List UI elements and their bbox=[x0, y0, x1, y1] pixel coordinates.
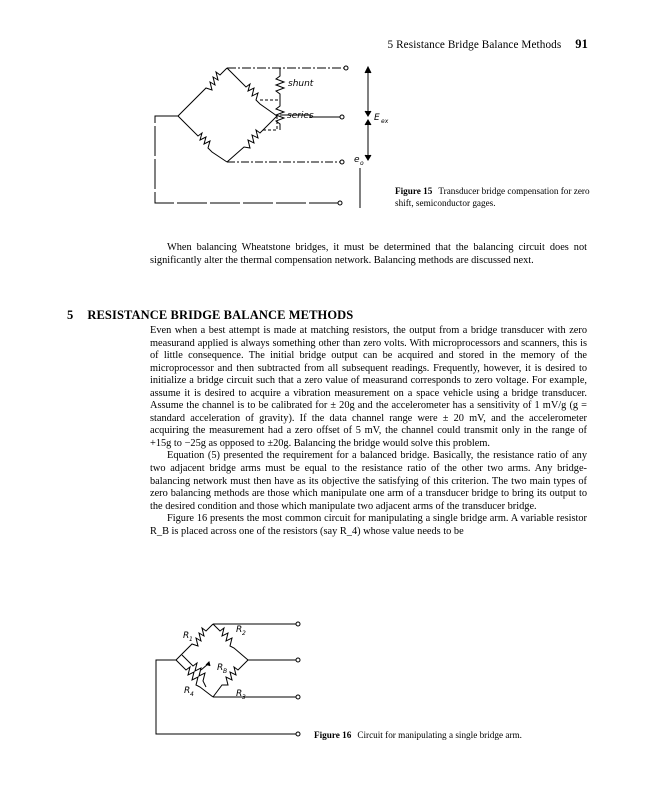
figure-15-caption bbox=[395, 186, 605, 209]
shunt-label: shunt bbox=[288, 79, 314, 89]
page-number: 91 bbox=[575, 37, 588, 51]
section-heading bbox=[67, 308, 353, 323]
running-title: 5 Resistance Bridge Balance Methods bbox=[387, 39, 562, 51]
figure-15-caption-text: Transducer bridge compensation for zero shift, semiconductor gages. bbox=[395, 186, 590, 208]
e-ex-subscript: ex bbox=[381, 118, 389, 125]
figure-16-label: Figure 16 bbox=[314, 730, 352, 740]
figure-16-caption-text: Circuit for manipulating a single bridge arm. bbox=[357, 730, 522, 740]
running-head bbox=[0, 37, 588, 52]
body-paragraph-3: Figure 16 presents the most common circuit for manipulating a single bridge arm. A variable resistor R_B is placed across one of the resistors (say R_4) whose value needs to be bbox=[150, 513, 587, 537]
figure-16-caption bbox=[314, 730, 594, 740]
figure-15-circuit bbox=[150, 58, 400, 215]
body-paragraph-2: Equation (5) presented the requirement for a balanced bridge. Basically, the resistance ratio of any two adjacent bridge arms must be equal to the resistance ratio of the other two arms. Any bridge-balancing network must then have as its objective the satisfying of this criterion. The two main types of zero balancing methods are those which manipulate one arm of a transducer bridge to bring its output to the desired condition and those which manipulate two adjacent arms of the transducer bridge. bbox=[150, 450, 587, 512]
r1-label: R bbox=[183, 631, 190, 641]
e-o-subscript: o bbox=[360, 160, 364, 167]
body-paragraph-1: Even when a best attempt is made at matching resistors, the output from a bridge transducer with zero measurand applied is always something other than zero volts. With microprocessors and scanners, this is of little consequence. The initial bridge output can be acquired and stored in the memory of the microprocessor and then subtracted from all subsequent readings. Frequently, however, it is desired to initialize a bridge circuit such that a zero value of measurand corresponds to zero voltage. For example, assume it is desired to acquire a vibration measurement on a space vehicle using a bridge transducer. Assume the channel is to be calibrated for ± 20g and the accelerometer has a sensitivity of 1 mV/g (g = standard acceleration of gravity). If the data channel range were ± 20 mV, and the accelerometer acquiring the measurement had a zero offset of 5 mV, the channel could transmit only in the range of +15g to −25g as opposed to ±20g. Balancing the bridge would solve this problem. bbox=[150, 325, 587, 449]
figure-16-circuit bbox=[148, 615, 308, 745]
e-o-label: e bbox=[354, 155, 360, 165]
section-number: 5 bbox=[67, 308, 74, 322]
intro-paragraph-text: When balancing Wheatstone bridges, it must be determined that the balancing circuit does not significantly alter the thermal compensation network. Balancing methods are discussed next. bbox=[150, 242, 587, 266]
r1-subscript: 1 bbox=[189, 636, 193, 643]
bridge-diamond bbox=[178, 68, 277, 162]
r2-label: R bbox=[236, 625, 243, 635]
section-title: RESISTANCE BRIDGE BALANCE METHODS bbox=[87, 308, 354, 322]
section-body bbox=[150, 325, 587, 538]
r2-subscript: 2 bbox=[242, 630, 246, 637]
r3-label: R bbox=[236, 689, 243, 699]
rb-label: R bbox=[217, 663, 224, 673]
series-label: series bbox=[287, 111, 314, 121]
r3-subscript: 3 bbox=[242, 694, 246, 701]
r4-subscript: 4 bbox=[190, 691, 194, 698]
intro-paragraph bbox=[150, 242, 587, 267]
e-ex-label: E bbox=[374, 113, 380, 123]
figure-15-label: Figure 15 bbox=[395, 186, 433, 196]
rb-subscript: B bbox=[223, 668, 228, 675]
r4-label: R bbox=[184, 686, 191, 696]
